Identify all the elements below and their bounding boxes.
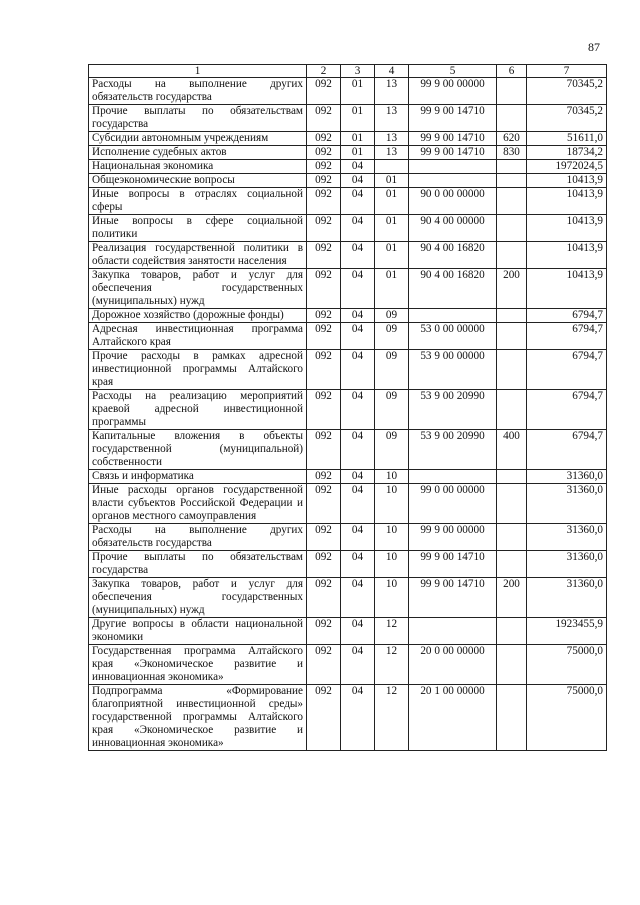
section-code: 04 <box>341 645 375 685</box>
header-col-3: 3 <box>341 65 375 78</box>
amount: 10413,9 <box>527 215 607 242</box>
amount: 18734,2 <box>527 146 607 160</box>
table-row <box>89 470 607 484</box>
amount: 10413,9 <box>527 174 607 188</box>
header-col-2: 2 <box>307 65 341 78</box>
target-article-code: 99 9 00 14710 <box>409 105 497 132</box>
table-row <box>89 484 607 524</box>
subsection-code: 09 <box>375 390 409 430</box>
subsection-code: 12 <box>375 618 409 645</box>
amount: 70345,2 <box>527 105 607 132</box>
target-article-code: 99 9 00 14710 <box>409 578 497 618</box>
amount: 51611,0 <box>527 132 607 146</box>
table-row <box>89 430 607 470</box>
target-article-code: 99 9 00 14710 <box>409 551 497 578</box>
table-row <box>89 350 607 390</box>
ministry-code: 092 <box>307 160 341 174</box>
ministry-code: 092 <box>307 146 341 160</box>
section-code: 04 <box>341 578 375 618</box>
amount: 1972024,5 <box>527 160 607 174</box>
subsection-code: 13 <box>375 78 409 105</box>
target-article-code: 99 9 00 14710 <box>409 146 497 160</box>
table-row <box>89 188 607 215</box>
item-name: Расходы на реализацию мероприятий краевой адресной инвестиционной программы <box>89 390 307 430</box>
amount: 1923455,9 <box>527 618 607 645</box>
item-name: Исполнение судебных актов <box>89 146 307 160</box>
target-article-code: 99 0 00 00000 <box>409 484 497 524</box>
ministry-code: 092 <box>307 390 341 430</box>
subsection-code: 09 <box>375 430 409 470</box>
item-name: Другие вопросы в области национальной экономики <box>89 618 307 645</box>
header-col-6: 6 <box>497 65 527 78</box>
table-header <box>89 65 607 78</box>
section-code: 04 <box>341 390 375 430</box>
section-code: 04 <box>341 551 375 578</box>
target-article-code <box>409 470 497 484</box>
target-article-code <box>409 174 497 188</box>
header-col-4: 4 <box>375 65 409 78</box>
subsection-code: 12 <box>375 645 409 685</box>
expense-type-code: 620 <box>497 132 527 146</box>
table-row <box>89 242 607 269</box>
section-code: 04 <box>341 269 375 309</box>
ministry-code: 092 <box>307 132 341 146</box>
subsection-code: 09 <box>375 323 409 350</box>
header-col-7: 7 <box>527 65 607 78</box>
table-row <box>89 215 607 242</box>
page-number: 87 <box>588 40 600 54</box>
ministry-code: 092 <box>307 323 341 350</box>
table-row <box>89 578 607 618</box>
ministry-code: 092 <box>307 524 341 551</box>
expense-type-code: 830 <box>497 146 527 160</box>
subsection-code: 01 <box>375 269 409 309</box>
section-code: 04 <box>341 323 375 350</box>
item-name: Иные вопросы в отраслях социальной сферы <box>89 188 307 215</box>
section-code: 01 <box>341 146 375 160</box>
ministry-code: 092 <box>307 470 341 484</box>
expense-type-code <box>497 242 527 269</box>
amount: 10413,9 <box>527 188 607 215</box>
section-code: 01 <box>341 132 375 146</box>
item-name: Государственная программа Алтайского края «Экономическое развитие и инновационная экономика» <box>89 645 307 685</box>
ministry-code: 092 <box>307 430 341 470</box>
table-body <box>89 78 607 751</box>
expense-type-code <box>497 390 527 430</box>
ministry-code: 092 <box>307 685 341 751</box>
item-name: Прочие расходы в рамках адресной инвестиционной программы Алтайского края <box>89 350 307 390</box>
ministry-code: 092 <box>307 188 341 215</box>
table-row <box>89 309 607 323</box>
expense-type-code <box>497 174 527 188</box>
amount: 31360,0 <box>527 470 607 484</box>
expense-type-code: 400 <box>497 430 527 470</box>
section-code: 04 <box>341 430 375 470</box>
table-row <box>89 323 607 350</box>
section-code: 04 <box>341 242 375 269</box>
expense-type-code <box>497 524 527 551</box>
table-row <box>89 78 607 105</box>
item-name: Реализация государственной политики в области содействия занятости населения <box>89 242 307 269</box>
table-row <box>89 645 607 685</box>
section-code: 04 <box>341 160 375 174</box>
expense-type-code <box>497 215 527 242</box>
target-article-code <box>409 618 497 645</box>
subsection-code: 12 <box>375 685 409 751</box>
table-row <box>89 160 607 174</box>
subsection-code: 10 <box>375 484 409 524</box>
section-code: 04 <box>341 350 375 390</box>
section-code: 04 <box>341 484 375 524</box>
expense-type-code <box>497 105 527 132</box>
expense-type-code <box>497 309 527 323</box>
expense-type-code <box>497 551 527 578</box>
target-article-code: 90 0 00 00000 <box>409 188 497 215</box>
table-row <box>89 524 607 551</box>
target-article-code: 99 9 00 00000 <box>409 78 497 105</box>
expense-type-code <box>497 685 527 751</box>
table-row <box>89 174 607 188</box>
ministry-code: 092 <box>307 645 341 685</box>
subsection-code: 13 <box>375 105 409 132</box>
section-code: 04 <box>341 174 375 188</box>
header-row <box>89 65 607 78</box>
table-row <box>89 618 607 645</box>
amount: 75000,0 <box>527 685 607 751</box>
subsection-code: 10 <box>375 578 409 618</box>
table-row <box>89 132 607 146</box>
subsection-code: 01 <box>375 174 409 188</box>
table-row <box>89 685 607 751</box>
amount: 31360,0 <box>527 551 607 578</box>
budget-table <box>88 64 607 751</box>
subsection-code: 10 <box>375 470 409 484</box>
amount: 31360,0 <box>527 524 607 551</box>
amount: 10413,9 <box>527 242 607 269</box>
amount: 6794,7 <box>527 430 607 470</box>
item-name: Дорожное хозяйство (дорожные фонды) <box>89 309 307 323</box>
subsection-code: 01 <box>375 242 409 269</box>
amount: 6794,7 <box>527 350 607 390</box>
amount: 31360,0 <box>527 578 607 618</box>
target-article-code: 99 9 00 00000 <box>409 524 497 551</box>
table-row <box>89 146 607 160</box>
expense-type-code: 200 <box>497 269 527 309</box>
ministry-code: 092 <box>307 269 341 309</box>
target-article-code: 99 9 00 14710 <box>409 132 497 146</box>
item-name: Закупка товаров, работ и услуг для обеспечения государственных (муниципальных) нужд <box>89 269 307 309</box>
expense-type-code <box>497 484 527 524</box>
target-article-code: 90 4 00 16820 <box>409 242 497 269</box>
expense-type-code <box>497 470 527 484</box>
amount: 6794,7 <box>527 390 607 430</box>
subsection-code: 09 <box>375 350 409 390</box>
expense-type-code <box>497 350 527 390</box>
target-article-code: 53 9 00 00000 <box>409 350 497 390</box>
ministry-code: 092 <box>307 484 341 524</box>
ministry-code: 092 <box>307 578 341 618</box>
ministry-code: 092 <box>307 215 341 242</box>
subsection-code: 13 <box>375 146 409 160</box>
item-name: Связь и информатика <box>89 470 307 484</box>
ministry-code: 092 <box>307 551 341 578</box>
expense-type-code <box>497 645 527 685</box>
ministry-code: 092 <box>307 78 341 105</box>
target-article-code: 90 4 00 16820 <box>409 269 497 309</box>
expense-type-code <box>497 160 527 174</box>
target-article-code: 20 1 00 00000 <box>409 685 497 751</box>
header-col-5: 5 <box>409 65 497 78</box>
target-article-code: 53 9 00 20990 <box>409 390 497 430</box>
amount: 31360,0 <box>527 484 607 524</box>
section-code: 04 <box>341 685 375 751</box>
item-name: Общеэкономические вопросы <box>89 174 307 188</box>
expense-type-code <box>497 78 527 105</box>
item-name: Прочие выплаты по обязательствам государства <box>89 551 307 578</box>
subsection-code: 09 <box>375 309 409 323</box>
ministry-code: 092 <box>307 242 341 269</box>
item-name: Адресная инвестиционная программа Алтайского края <box>89 323 307 350</box>
section-code: 04 <box>341 618 375 645</box>
table-row <box>89 390 607 430</box>
item-name: Субсидии автономным учреждениям <box>89 132 307 146</box>
section-code: 04 <box>341 215 375 242</box>
subsection-code: 10 <box>375 551 409 578</box>
table-row <box>89 105 607 132</box>
amount: 10413,9 <box>527 269 607 309</box>
target-article-code <box>409 309 497 323</box>
table-row <box>89 551 607 578</box>
ministry-code: 092 <box>307 618 341 645</box>
target-article-code: 53 0 00 00000 <box>409 323 497 350</box>
header-col-1: 1 <box>89 65 307 78</box>
item-name: Подпрограмма «Формирование благоприятной инвестиционной среды» государственной программы Алтайского края «Экономическое развитие и инновационная экономика» <box>89 685 307 751</box>
section-code: 04 <box>341 524 375 551</box>
ministry-code: 092 <box>307 105 341 132</box>
subsection-code: 13 <box>375 132 409 146</box>
subsection-code <box>375 160 409 174</box>
section-code: 04 <box>341 470 375 484</box>
expense-type-code <box>497 323 527 350</box>
amount: 6794,7 <box>527 323 607 350</box>
item-name: Расходы на выполнение других обязательств государства <box>89 78 307 105</box>
amount: 70345,2 <box>527 78 607 105</box>
item-name: Прочие выплаты по обязательствам государства <box>89 105 307 132</box>
target-article-code <box>409 160 497 174</box>
subsection-code: 01 <box>375 188 409 215</box>
section-code: 01 <box>341 105 375 132</box>
section-code: 01 <box>341 78 375 105</box>
item-name: Иные вопросы в сфере социальной политики <box>89 215 307 242</box>
ministry-code: 092 <box>307 174 341 188</box>
expense-type-code: 200 <box>497 578 527 618</box>
section-code: 04 <box>341 309 375 323</box>
ministry-code: 092 <box>307 309 341 323</box>
subsection-code: 10 <box>375 524 409 551</box>
expense-type-code <box>497 188 527 215</box>
table-row <box>89 269 607 309</box>
item-name: Капитальные вложения в объекты государственной (муниципальной) собственности <box>89 430 307 470</box>
amount: 75000,0 <box>527 645 607 685</box>
target-article-code: 20 0 00 00000 <box>409 645 497 685</box>
amount: 6794,7 <box>527 309 607 323</box>
expense-type-code <box>497 618 527 645</box>
subsection-code: 01 <box>375 215 409 242</box>
target-article-code: 90 4 00 00000 <box>409 215 497 242</box>
target-article-code: 53 9 00 20990 <box>409 430 497 470</box>
item-name: Расходы на выполнение других обязательств государства <box>89 524 307 551</box>
ministry-code: 092 <box>307 350 341 390</box>
item-name: Закупка товаров, работ и услуг для обеспечения государственных (муниципальных) нужд <box>89 578 307 618</box>
item-name: Иные расходы органов государственной власти субъектов Российской Федерации и органов местного самоуправления <box>89 484 307 524</box>
item-name: Национальная экономика <box>89 160 307 174</box>
section-code: 04 <box>341 188 375 215</box>
